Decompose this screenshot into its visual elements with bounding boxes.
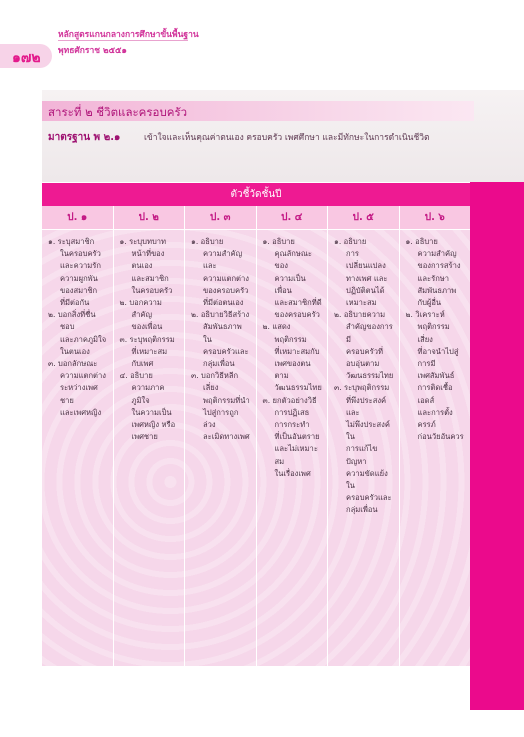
indicator-item: ๑. อธิบาย คุณลักษณะของ ความเป็นเพื่อน และสมาชิกที่ดี ของครอบครัว bbox=[262, 237, 322, 320]
indicator-item: ๒. บอกความสำคัญ ของเพื่อน bbox=[119, 298, 163, 332]
header-curriculum-title: หลักสูตรแกนกลางการศึกษาขั้นพื้นฐาน bbox=[58, 30, 199, 40]
grade-header: ป. ๔ bbox=[257, 206, 328, 230]
indicator-item: ๒. อธิบายวิธีสร้าง สัมพันธภาพใน ครอบครัวและ กลุ่มเพื่อน bbox=[191, 310, 250, 369]
indicator-item: ๒. แสดงพฤติกรรม ที่เหมาะสมกับ เพศของตนตาม วัฒนธรรมไทย bbox=[262, 322, 322, 393]
indicator-item: ๒. อธิบายความ สำคัญของการมี ครอบครัวที่ อบอุ่นตาม วัฒนธรรมไทย bbox=[334, 310, 394, 381]
header-year: พุทธศักราช ๒๕๕๑ bbox=[58, 46, 127, 56]
indicator-item: ๓. ยกตัวอย่างวิธี การปฏิเสธ การกระทำ ที่เป็นอันตราย และไม่เหมาะสม ในเรื่องเพศ bbox=[262, 395, 320, 478]
grade-header: ป. ๓ bbox=[185, 206, 256, 230]
indicator-item: ๓. ระบุพฤติกรรม ที่พึงประสงค์และ ไม่พึงประสงค์ใน การแก้ไขปัญหา ความขัดแย้งใน ครอบครัวและ กลุ่มเพื่อน bbox=[334, 383, 392, 515]
grade-header: ป. ๖ bbox=[400, 206, 471, 230]
grade-header: ป. ๕ bbox=[328, 206, 399, 230]
indicator-item: ๑. อธิบาย การเปลี่ยนแปลง ทางเพศ และ ปฏิบัติตนได้ เหมาะสม bbox=[334, 237, 388, 308]
grade-column-p3 bbox=[185, 206, 257, 666]
grade-column-p1 bbox=[42, 206, 114, 666]
strand-title: สาระที่ ๒ ชีวิตและครอบครัว bbox=[48, 105, 188, 119]
indicator-item: ๒. บอกสิ่งที่ชื่นชอบ และภาคภูมิใจ ในตนเอง bbox=[48, 310, 107, 356]
indicator-item: ๑. อธิบาย ความสำคัญ ของการสร้าง และรักษา สัมพันธภาพ กับผู้อื่น bbox=[405, 237, 461, 308]
indicator-item: ๑. ระบุบทบาท หน้าที่ของตนเอง และสมาชิก ในครอบครัว bbox=[119, 237, 173, 295]
indicator-item: ๓. บอกลักษณะ ความแตกต่าง ระหว่างเพศชาย และเพศหญิง bbox=[48, 359, 106, 417]
grade-header: ป. ๒ bbox=[114, 206, 185, 230]
indicator-item: ๑. ระบุสมาชิก ในครอบครัว และความรัก ความผูกพัน ของสมาชิก ที่มีต่อกัน bbox=[48, 237, 101, 308]
grade-column-p4 bbox=[257, 206, 329, 666]
grade-header: ป. ๑ bbox=[42, 206, 113, 230]
header-rule bbox=[58, 40, 188, 41]
side-color-band bbox=[470, 163, 524, 710]
indicator-item: ๑. อธิบาย ความสำคัญ และ ความแตกต่าง ของครอบครัว ที่มีต่อตนเอง bbox=[191, 237, 249, 308]
indicator-item: ๔. อธิบาย ความภาคภูมิใจ ในความเป็น เพศหญิง หรือ เพศชาย bbox=[119, 371, 176, 442]
indicators-header: ตัวชี้วัดชั้นปี bbox=[42, 183, 470, 206]
indicator-item: ๒. วิเคราะห์ พฤติกรรมเสี่ยง ที่อาจนำไปสู่ การมี เพศสัมพันธ์ การติดเชื้อเอดส์ และการตั้งครรภ์ ก่อนวัยอันควร bbox=[405, 310, 464, 442]
grade-column-p5 bbox=[328, 206, 400, 666]
indicators-table bbox=[42, 206, 470, 666]
indicator-item: ๓. ระบุพฤติกรรม ที่เหมาะสม กับเพศ bbox=[119, 334, 175, 369]
grade-column-p6 bbox=[400, 206, 471, 666]
standard-code: มาตรฐาน พ ๒.๑ bbox=[48, 132, 121, 143]
indicator-item: ๓. บอกวิธีหลีกเลี่ยง พฤติกรรมที่นำ ไปสู่การถูกล่วง ละเมิดทางเพศ bbox=[191, 371, 250, 442]
page-number: ๑๗๒ bbox=[12, 50, 41, 66]
grade-column-p2 bbox=[114, 206, 186, 666]
standard-text: เข้าใจและเห็นคุณค่าตนเอง ครอบครัว เพศศึกษา และมีทักษะในการดำเนินชีวิต bbox=[144, 133, 430, 143]
